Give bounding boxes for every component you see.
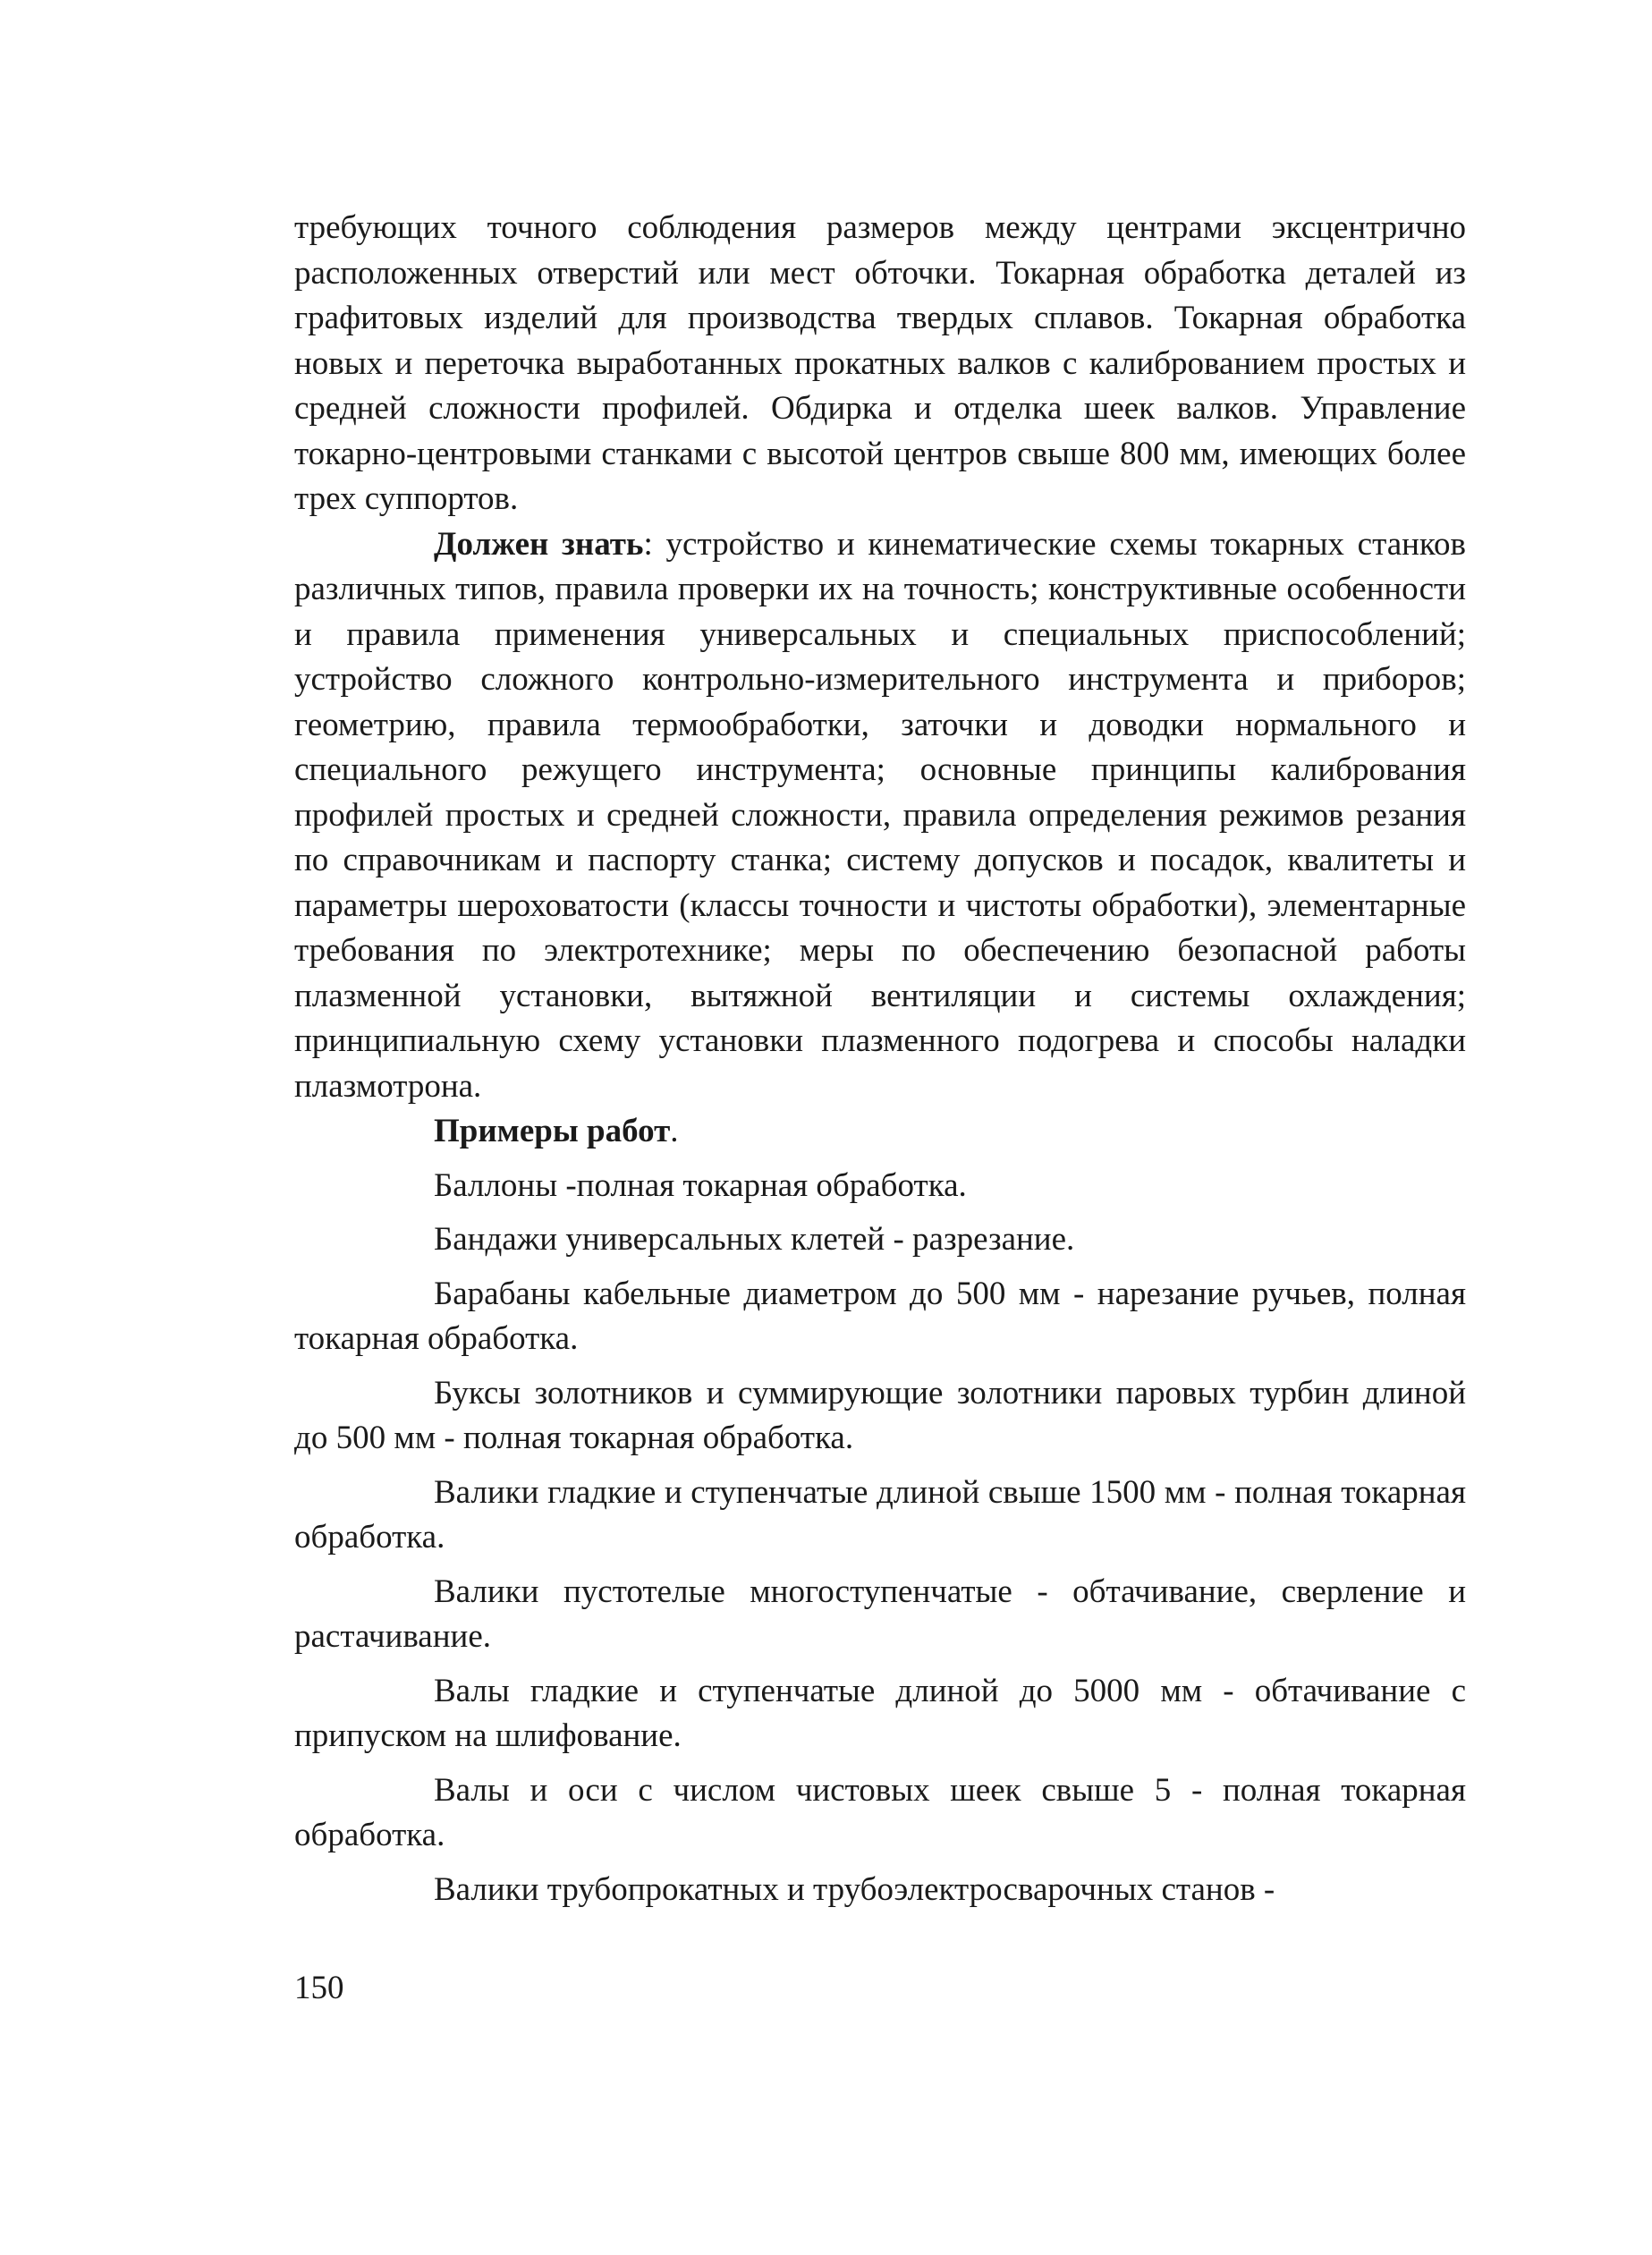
example-item: Бандажи универсальных клетей - разрезание. xyxy=(434,1221,1075,1258)
example-item: Валики пустотелые многоступенчатые - обтачивание, сверление и растачивание. xyxy=(294,1573,1466,1655)
page-body xyxy=(294,206,1466,1912)
example-item: Валики гладкие и ступенчатые длиной свыше 1500 мм - полная токарная обработка. xyxy=(294,1473,1466,1556)
examples-heading-suffix: . xyxy=(670,1113,679,1149)
example-item: Валики трубопрокатных и трубоэлектросварочных станов - xyxy=(434,1870,1275,1908)
example-item: Валы гладкие и ступенчатые длиной до 5000 мм - обтачивание с припуском на шлифование. xyxy=(294,1672,1466,1754)
example-item: Барабаны кабельные диаметром до 500 мм - нарезание ручьев, полная токарная обработка. xyxy=(294,1275,1466,1357)
knowledge-paragraph xyxy=(294,522,1466,1110)
knowledge-text: : устройство и кинематические схемы токарных станков различных типов, правила проверки их на точность; конструктивные особенности и правила применения универсальных и специальных приспособлений; устройство сложного контрольно-измерительного инструмента и приборов; геометрию, правила термообработки, заточки и доводки нормального и специального режущего инструмента; основные принципы калибрования профилей простых и средней сложности, правила определения режимов резания по справочникам и паспорту станка; систему допусков и посадок, квалитеты и параметры шероховатости (классы точности и чистоты обработки), элементарные требования по электротехнике; меры по обеспечению безопасной работы плазменной установки, вытяжной вентиляции и системы охлаждения; принципиальную схему установки плазменного подогрева и способы наладки плазмотрона. xyxy=(294,525,1466,1105)
examples-heading-label: Примеры работ xyxy=(434,1113,671,1149)
page-number: 150 xyxy=(294,1970,344,2006)
knowledge-label: Должен знать xyxy=(434,525,644,563)
example-item: Буксы золотников и суммирующие золотники паровых турбин длиной до 500 мм - полная токарная обработка. xyxy=(294,1374,1466,1456)
example-item: Баллоны -полная токарная обработка. xyxy=(434,1166,967,1204)
continuation-paragraph: требующих точного соблюдения размеров между центрами эксцентрично расположенных отверстий или мест обточки. Токарная обработка деталей из графитовых изделий для производства твердых сплавов. Токарная обработка новых и переточка выработанных прокатных валков с калиброванием простых и средней сложности профилей. Обдирка и отделка шеек валков. Управление токарно-центровыми станками с высотой центров свыше 800 мм, имеющих более трех суппортов. xyxy=(294,209,1466,517)
examples-heading xyxy=(294,1109,1466,1155)
example-item: Валы и оси с числом чистовых шеек свыше 5 - полная токарная обработка. xyxy=(294,1771,1466,1853)
